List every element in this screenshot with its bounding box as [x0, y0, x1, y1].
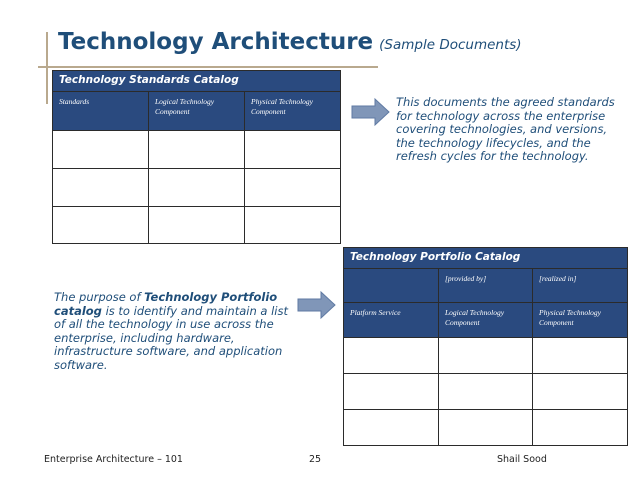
table-cell [533, 338, 628, 374]
decorative-vertical-line [46, 32, 48, 104]
portfolio-note-prefix: The purpose of [54, 290, 145, 304]
table-cell [533, 374, 628, 410]
slide-title-main: Technology Architecture [58, 29, 374, 55]
column-header-standards: Standards [53, 92, 149, 131]
slide-subtitle: (Sample Documents) [379, 37, 522, 53]
portfolio-catalog-title: Technology Portfolio Catalog [344, 248, 628, 269]
portfolio-catalog-description [54, 291, 294, 372]
technology-portfolio-catalog-table [343, 247, 628, 446]
table-cell [245, 207, 341, 244]
table-cell [439, 338, 533, 374]
portfolio-note-suffix: is to identify and maintain a list of all the technology in use across the enterprise, including hardware, infrastructure software, and application software. [54, 303, 289, 372]
column-header-logical-technology-component: Logical Technology Component [149, 92, 245, 131]
column-header-platform-service: Platform Service [344, 303, 439, 338]
relation-label-realized-in: [realized in] [533, 269, 628, 303]
footer-author: Shail Sood [497, 454, 547, 465]
standards-catalog-title: Technology Standards Catalog [53, 71, 341, 92]
table-cell [149, 207, 245, 244]
standards-catalog-description: This documents the agreed standards for technology across the enterprise covering technologies, and versions, the technology lifecycles, and the refresh cycles for the technology. [396, 95, 615, 163]
table-cell [344, 374, 439, 410]
table-cell [439, 410, 533, 446]
column-header-physical-technology-component: Physical Technology Component [533, 303, 628, 338]
table-cell [344, 410, 439, 446]
decorative-horizontal-line [38, 66, 378, 68]
table-cell [344, 338, 439, 374]
relation-label-provided-by: [provided by] [439, 269, 533, 303]
table-cell [149, 131, 245, 169]
table-cell [533, 410, 628, 446]
footer-course-title: Enterprise Architecture – 101 [44, 454, 183, 465]
slide-title [58, 29, 522, 55]
table-cell [53, 131, 149, 169]
table-cell [53, 169, 149, 207]
column-header-logical-technology-component: Logical Technology Component [439, 303, 533, 338]
table-cell [245, 169, 341, 207]
footer-page-number: 25 [309, 454, 322, 465]
right-arrow-icon [351, 97, 391, 127]
right-arrow-icon [297, 290, 337, 320]
column-header-physical-technology-component: Physical Technology Component [245, 92, 341, 131]
relation-label-empty [344, 269, 439, 303]
table-cell [149, 169, 245, 207]
portfolio-note-bold: Technology Portfolio catalog [54, 290, 278, 318]
table-cell [245, 131, 341, 169]
table-cell [439, 374, 533, 410]
table-cell [53, 207, 149, 244]
technology-standards-catalog-table [52, 70, 341, 244]
